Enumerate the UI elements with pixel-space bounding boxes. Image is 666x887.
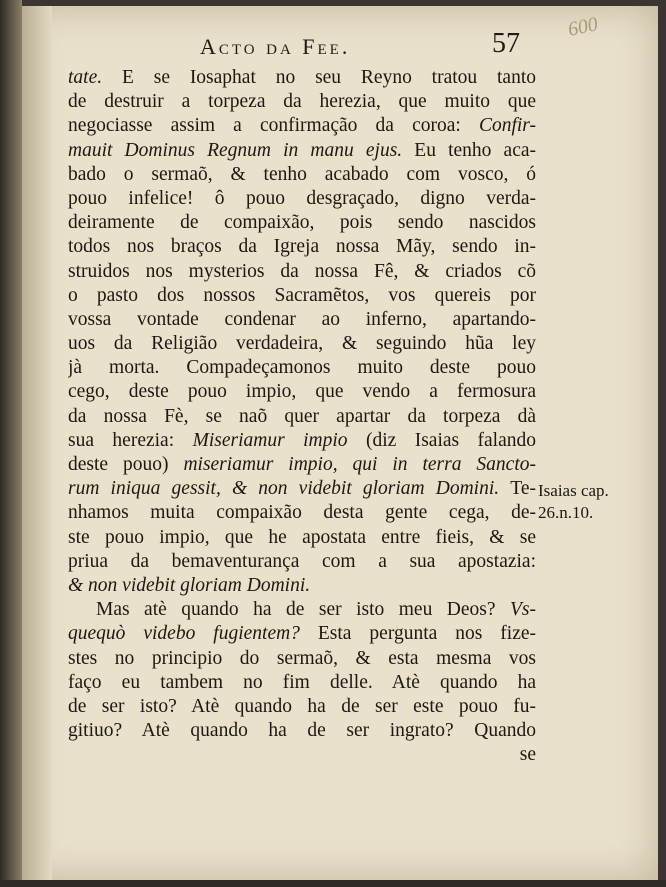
page-bottom-edge — [0, 880, 666, 887]
text-line — [68, 622, 536, 646]
text-line — [68, 380, 536, 404]
margin-note — [538, 480, 618, 524]
text-line — [68, 332, 536, 356]
portuguese-text: se — [519, 744, 536, 766]
text-line — [68, 598, 536, 622]
text-line — [68, 139, 536, 163]
latin-quote-text: mauit Dominus Regnum in manu ejus. — [68, 139, 415, 161]
latin-quote-text: quequò videbo fugientem? — [68, 623, 318, 645]
portuguese-text: nhamos muita compaixão desta gente cega, de- — [68, 502, 536, 524]
text-line — [68, 453, 536, 477]
text-line — [68, 284, 536, 308]
portuguese-text: jà morta. Compadeçamonos muito deste pouo — [68, 357, 536, 379]
text-line — [68, 211, 536, 235]
text-line — [68, 477, 536, 501]
portuguese-text: priua da bemaventurança com a sua apostazia: — [68, 550, 536, 572]
portuguese-text: de ser isto? Atè quando ha de ser este pouo fu- — [68, 695, 536, 717]
portuguese-text: negociasse assim a confirmação da coroa: — [68, 115, 479, 137]
handwritten-folio-number: 600 — [565, 13, 600, 41]
text-line — [68, 66, 536, 90]
margin-note-line: Isaias cap. — [538, 481, 609, 500]
portuguese-text: deste pouo) — [68, 454, 184, 475]
portuguese-text: o pasto dos nossos Sacramẽtos, vos quereis por — [68, 284, 536, 306]
text-line — [68, 114, 536, 138]
portuguese-text: Mas atè quando ha de ser isto meu Deos? — [96, 599, 510, 621]
text-line — [68, 308, 536, 332]
latin-quote-text: & non videbit gloriam Domini. — [68, 574, 311, 596]
text-line — [68, 526, 536, 550]
text-line — [68, 429, 536, 453]
running-title: Acto da Fee. — [200, 34, 351, 59]
latin-quote-text: miseriamur impio, qui in terra Sancto- — [183, 454, 536, 475]
portuguese-text: deiramente de compaixão, pois sendo nascidos — [68, 212, 536, 234]
text-line — [68, 743, 536, 767]
latin-quote-text: rum iniqua gessit, & non videbit gloriam Domini. — [68, 478, 511, 500]
latin-quote-text: Vs- — [510, 599, 536, 621]
portuguese-text: E se Iosaphat no seu Reyno tratou tanto — [121, 67, 536, 88]
text-line — [68, 719, 536, 743]
text-line — [68, 550, 536, 574]
latin-quote-text: Miseriamur impio — [192, 429, 348, 451]
portuguese-text: Esta pergunta nos fize- — [317, 623, 536, 645]
text-line — [68, 695, 536, 719]
body-text — [68, 66, 536, 767]
text-line — [68, 187, 536, 211]
portuguese-text: Eu tenho aca- — [414, 139, 536, 161]
portuguese-text: Te- — [510, 478, 536, 500]
text-line — [68, 501, 536, 525]
text-line — [68, 574, 536, 598]
portuguese-text: (diz Isaias falando — [347, 429, 536, 451]
text-line — [68, 647, 536, 671]
portuguese-text: stes no principio do sermaõ, & esta mesma vos — [68, 647, 536, 669]
margin-note-line: 26.n.10. — [538, 503, 594, 522]
latin-quote-text: tate. — [68, 67, 122, 88]
portuguese-text: pouo infelice! ô pouo desgraçado, digno verda- — [68, 187, 536, 209]
page-header — [200, 28, 520, 68]
portuguese-text: faço eu tambem no fim delle. Atè quando ha — [68, 671, 536, 693]
portuguese-text: bado o sermaõ, & tenho acabado com vosco, ó — [68, 163, 536, 185]
book-binding-edge — [0, 0, 22, 887]
text-line — [68, 90, 536, 114]
portuguese-text: uos da Religião verdadeira, & seguindo hũa ley — [68, 333, 536, 355]
portuguese-text: vossa vontade condenar ao inferno, apartando- — [68, 308, 536, 330]
page-gutter-shadow — [22, 6, 52, 880]
portuguese-text: struidos nos mysterios da nossa Fê, & criados cõ — [68, 260, 536, 282]
portuguese-text: da nossa Fè, se naõ quer apartar da torpeza dà — [68, 405, 536, 427]
portuguese-text: ste pouo impio, que he apostata entre fieis, & se — [68, 526, 536, 548]
text-line — [68, 235, 536, 259]
latin-quote-text: Confir- — [478, 115, 536, 137]
text-line — [68, 405, 536, 429]
text-line — [68, 260, 536, 284]
text-line — [68, 671, 536, 695]
text-line — [68, 163, 536, 187]
portuguese-text: todos nos braços da Igreja nossa Mãy, sendo in- — [68, 236, 536, 258]
page-number: 57 — [492, 28, 520, 59]
portuguese-text: de destruir a torpeza da herezia, que muito que — [68, 91, 536, 113]
portuguese-text: gitiuo? Atè quando ha de ser ingrato? Quando — [68, 720, 536, 742]
portuguese-text: sua herezia: — [68, 429, 193, 451]
portuguese-text: cego, deste pouo impio, que vendo a fermosura — [68, 381, 536, 403]
text-line — [68, 356, 536, 380]
